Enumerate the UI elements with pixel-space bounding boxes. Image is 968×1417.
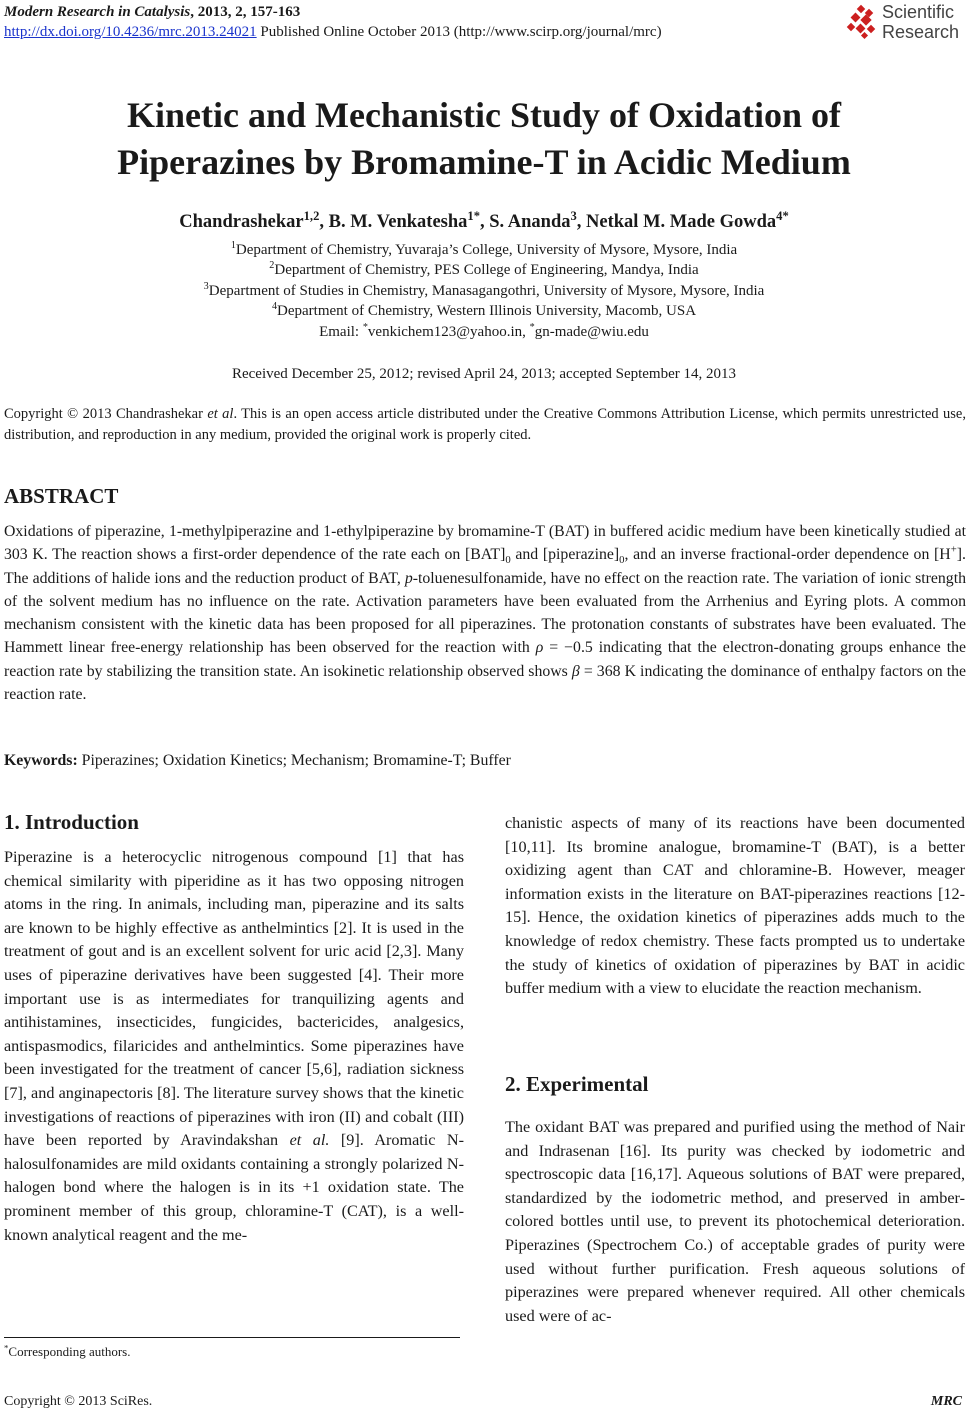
- author-affiliation-mark: 1,2: [303, 208, 320, 223]
- introduction-body-right: [505, 812, 965, 1001]
- keywords-label: Keywords:: [4, 752, 78, 769]
- email-address[interactable]: gn-made@wiu.edu: [534, 324, 649, 340]
- received-dates: Received December 25, 2012; revised April 24, 2013; accepted September 14, 2013: [231, 366, 737, 382]
- license-notice: [4, 404, 966, 446]
- paragraph: [4, 846, 464, 1247]
- abstract-text: ]. The additions of halide ions and the reduction product of BAT,: [4, 546, 966, 587]
- running-header: [4, 2, 662, 42]
- author-name: Chandrashekar: [179, 212, 304, 232]
- journal-name: Modern Research in Catalysis: [4, 4, 191, 20]
- logo-line-2: Research: [882, 22, 960, 42]
- author-list: [0, 208, 968, 233]
- author-affiliation-mark: 3: [570, 208, 577, 223]
- paper-title: [0, 92, 968, 186]
- affiliation-text: Department of Chemistry, Western Illinois University, Macomb, USA: [277, 303, 697, 319]
- affiliation-number: 3: [203, 281, 209, 292]
- abstract-text: and [piperazine]: [510, 546, 620, 564]
- footnote-divider: [4, 1337, 460, 1338]
- footnote-text: Corresponding authors.: [8, 1344, 131, 1359]
- introduction-body-left: [4, 846, 464, 1247]
- affiliation-number: 1: [230, 240, 236, 251]
- email-address[interactable]: venkichem123@yahoo.in,: [367, 324, 530, 340]
- logo-line-1: Scientific: [882, 2, 955, 22]
- affiliation-3: [0, 281, 968, 301]
- abstract-body: [4, 520, 966, 706]
- paragraph-text: Piperazine is a heterocyclic nitrogenous compound [1] that has chemical similarity with piperidine as it has two opposing nitrogen atoms in the ring. In animals, including man, piperazine and its salts are known to be highly effective as anthelmintics [2]. It is used in the treatment of gout and is an excellent solvent for uric acid [2,3]. Many uses of piperazine derivatives have been suggested [4]. Their more important use is as intermediates for tranquilizing agents and antihistamines, insecticides, fungicides, bactericides, analgesics, antispasmodics, filaricides and anthelmintics. Some piperazines have been investigated for the treatment of cancer [5,6], radiation sickness [7], and anginapectoris [8]. The literature survey shows that the kinetic investigations of reactions of piperazines with iron (II) and cobalt (III) have been reported by Aravindakshan: [4, 848, 464, 1150]
- doi-line: [4, 22, 662, 42]
- paragraph: The oxidant BAT was prepared and purified using the method of Nair and Indrasenan [16]. Its purity was checked by iodometric and spectroscopic data [16,17]. Aqueous solutions of BAT were prepared, standardized by the iodometric method, and preserved in amber-colored bottles until use, to prevent its photochemical deterioration. Piperazines (Spectrochem Co.) of acceptable grades of purity were used without further purification. Fresh aqueous solutions of piperazines were prepared whenever required. All other chemicals used were of ac-: [505, 1118, 965, 1325]
- publication-info: Published Online October 2013 (http://www.scirp.org/journal/mrc): [256, 24, 662, 40]
- email-line: [0, 322, 968, 342]
- italic-symbol: p: [404, 569, 413, 587]
- author-name: , B. M. Venkatesha: [319, 212, 468, 232]
- keywords-text: Piperazines; Oxidation Kinetics; Mechanism; Bromamine-T; Buffer: [77, 752, 511, 769]
- abstract-text: = 368 K indicating the dominance of enthalpy factors on the reaction rate.: [4, 662, 966, 704]
- footer-copyright: Copyright © 2013 SciRes.: [4, 1394, 153, 1409]
- abstract-text: Oxidations of piperazine, 1-methylpiperazine and 1-ethylpiperazine by bromamine-T (BAT) in buffered acidic medium have been kinetically studied at 303 K. The reaction shows a first-order dependence of the rate each on [BAT]: [4, 523, 966, 564]
- etal-text: et al.: [289, 1131, 330, 1150]
- paragraph: chanistic aspects of many of its reactions have been documented [10,11]. Its bromine analogue, bromamine-T (BAT), is a better oxidizing agent than CAT and chloramine-B. However, meager information exists in the literature on BAT-piperazines reactions [12-15]. Hence, the oxidation kinetics of piperazines adds much to the knowledge of redox chemistry. These facts prompted us to undertake the study of kinetics of oxidation of piperazines by BAT in acidic buffer medium with a view to elucidate the reaction mechanism.: [505, 814, 965, 998]
- abstract-text: , and an inverse fractional-order dependence on [H: [624, 546, 951, 564]
- license-etal: et al: [207, 406, 234, 422]
- license-text: Copyright © 2013 Chandrashekar: [4, 406, 208, 422]
- affiliation-text: Department of Chemistry, PES College of Engineering, Mandya, India: [274, 262, 699, 278]
- journal-citation: [4, 2, 662, 22]
- subscript: 0: [619, 554, 625, 567]
- license-text: . This is an open access article distributed under the Creative Commons Attribution License, which permits unrestricted use, distribution, and reproduction in any medium, provided the original work is properly cited.: [4, 406, 966, 443]
- subscript: 0: [505, 554, 511, 567]
- abstract-heading: ABSTRACT: [4, 484, 119, 508]
- author-name: , Netkal M. Made Gowda: [576, 212, 777, 232]
- beta-symbol: β: [571, 662, 580, 680]
- footnote: [4, 1344, 130, 1360]
- affiliation-text: Department of Studies in Chemistry, Manasagangothri, University of Mysore, Mysore, India: [208, 283, 765, 299]
- author-name: , S. Ananda: [479, 212, 571, 232]
- journal-volume: , 2013, 2, 157-163: [190, 4, 301, 20]
- superscript: +: [950, 544, 957, 557]
- doi-link[interactable]: http://dx.doi.org/10.4236/mrc.2013.24021: [4, 24, 257, 40]
- email-label: Email:: [319, 324, 363, 340]
- title-line-2: Piperazines by Bromamine-T in Acidic Medium: [117, 142, 851, 182]
- experimental-body: [505, 1116, 965, 1328]
- affiliation-1: [0, 240, 968, 260]
- publisher-logo: [844, 2, 968, 44]
- abstract-text: -toluenesulfonamide, have no effect on the reaction rate. The variation of ionic strength of the solvent medium has no influence on the rate. Activation parameters have been evaluated from the Arrhenius and Eyring plots. A common mechanism consistent with the kinetic data has been proposed for all piperazines. The protonation constants of substrates have been evaluated. The Hammett linear free-energy relationship has been observed for the reaction with: [4, 569, 966, 657]
- email-mark: *: [362, 322, 368, 333]
- affiliation-2: [0, 260, 968, 280]
- experimental-heading: 2. Experimental: [505, 1072, 649, 1096]
- abstract-text: = −0.5 indicating that the electron-donating groups enhance the reaction rate by stabilizing the transition state. An isokinetic relationship observed shows: [4, 639, 966, 680]
- author-affiliation-mark: 4*: [776, 208, 789, 223]
- affiliation-number: 2: [269, 260, 275, 271]
- title-line-1: Kinetic and Mechanistic Study of Oxidation of: [126, 95, 842, 135]
- rho-symbol: ρ: [535, 639, 544, 657]
- footer-journal-abbrev: MRC: [930, 1394, 962, 1409]
- email-mark: *: [529, 322, 535, 333]
- affiliation-4: [0, 301, 968, 321]
- keywords-line: [4, 752, 511, 770]
- scientific-research-logo-icon: [844, 4, 880, 40]
- footnote-mark: *: [4, 1342, 9, 1353]
- affiliation-number: 4: [271, 301, 278, 312]
- paragraph-text: [9]. Aromatic N-halosulfonamides are mild oxidants containing a strongly polarized N-halogen bond where the halogen is in its +1 oxidation state. The prominent member of this group, chloramine-T (CAT), is a well-known analytical reagent and the me-: [4, 1131, 464, 1244]
- logo-wordmark: [882, 2, 959, 42]
- introduction-heading: 1. Introduction: [4, 810, 139, 834]
- affiliation-text: Department of Chemistry, Yuvaraja’s College, University of Mysore, Mysore, India: [235, 242, 738, 258]
- author-affiliation-mark: 1*: [467, 208, 480, 223]
